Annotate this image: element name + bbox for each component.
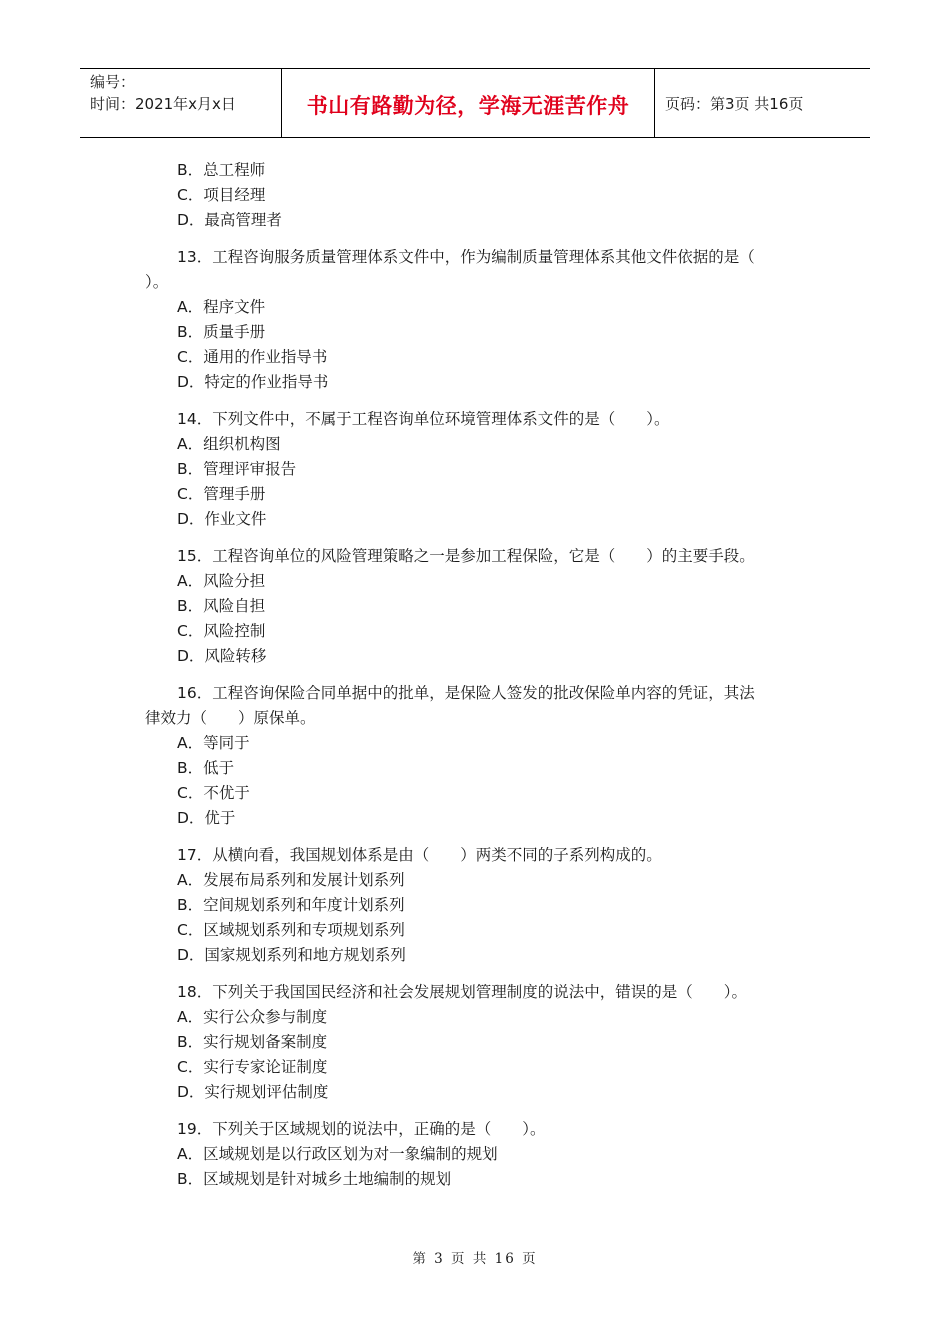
option: C．实行专家论证制度	[177, 1058, 328, 1076]
option: B．空间规划系列和年度计划系列	[177, 896, 405, 914]
option: B．质量手册	[177, 323, 266, 341]
option: C．区域规划系列和专项规划系列	[177, 921, 405, 939]
option: B．区域规划是针对城乡土地编制的规划	[177, 1170, 452, 1188]
option: D．实行规划评估制度	[177, 1083, 329, 1101]
question-text: 15．工程咨询单位的风险管理策略之一是参加工程保险，它是（ ）的主要手段。	[177, 547, 755, 565]
option: A．区域规划是以行政区划为对一象编制的规划	[177, 1145, 498, 1163]
question-text: 14．下列文件中，不属于工程咨询单位环境管理体系文件的是（ ）。	[177, 410, 670, 428]
option: B．管理评审报告	[177, 460, 297, 478]
option: B．风险自担	[177, 597, 266, 615]
question-13	[145, 245, 815, 395]
question-14	[145, 407, 815, 532]
option: B．实行规划备案制度	[177, 1033, 328, 1051]
time-label: 时间：2021年x月x日	[90, 95, 236, 113]
motto: 书山有路勤为径，学海无涯苦作舟	[306, 93, 630, 118]
question-text: 19．下列关于区域规划的说法中，正确的是（ ）。	[177, 1120, 546, 1138]
question-18	[145, 980, 815, 1105]
option: C．项目经理	[177, 186, 266, 204]
option: B．低于	[177, 759, 235, 777]
option: D．风险转移	[177, 647, 267, 665]
option: D．特定的作业指导书	[177, 373, 329, 391]
option: C．管理手册	[177, 485, 266, 503]
option: A．实行公众参与制度	[177, 1008, 328, 1026]
header-meta	[80, 69, 282, 137]
question-15	[145, 544, 815, 669]
question-19	[145, 1117, 815, 1192]
option: D．最高管理者	[177, 211, 282, 229]
option: A．程序文件	[177, 298, 266, 316]
number-label: 编号：	[90, 73, 136, 91]
page-info: 页码：第3页 共16页	[665, 94, 804, 113]
question-17	[145, 843, 815, 968]
header-page-cell	[655, 69, 870, 137]
option: D．优于	[177, 809, 236, 827]
option: A．发展布局系列和发展计划系列	[177, 871, 405, 889]
prev-options	[145, 158, 815, 233]
option: C．风险控制	[177, 622, 266, 640]
question-content	[145, 158, 815, 1192]
question-text: 18．下列关于我国国民经济和社会发展规划管理制度的说法中，错误的是（ ）。	[177, 983, 747, 1001]
question-text: 17．从横向看，我国规划体系是由（ ）两类不同的子系列构成的。	[177, 846, 662, 864]
option: D．国家规划系列和地方规划系列	[177, 946, 406, 964]
option: C．通用的作业指导书	[177, 348, 328, 366]
question-16	[145, 681, 815, 831]
option: A．组织机构图	[177, 435, 281, 453]
header-motto-cell	[282, 69, 655, 137]
page-header	[80, 68, 870, 138]
question-text: 13．工程咨询服务质量管理体系文件中，作为编制质量管理体系其他文件依据的是（	[177, 248, 755, 266]
option: A．等同于	[177, 734, 250, 752]
page-footer: 第 3 页 共 16 页	[412, 1251, 538, 1267]
option: B．总工程师	[177, 161, 266, 179]
option: D．作业文件	[177, 510, 267, 528]
option: C．不优于	[177, 784, 250, 802]
question-text: 16．工程咨询保险合同单据中的批单，是保险人签发的批改保险单内容的凭证，其法	[177, 684, 755, 702]
question-text-cont: ）。	[145, 273, 169, 291]
question-text-cont: 律效力（ ）原保单。	[145, 709, 316, 727]
option: A．风险分担	[177, 572, 266, 590]
